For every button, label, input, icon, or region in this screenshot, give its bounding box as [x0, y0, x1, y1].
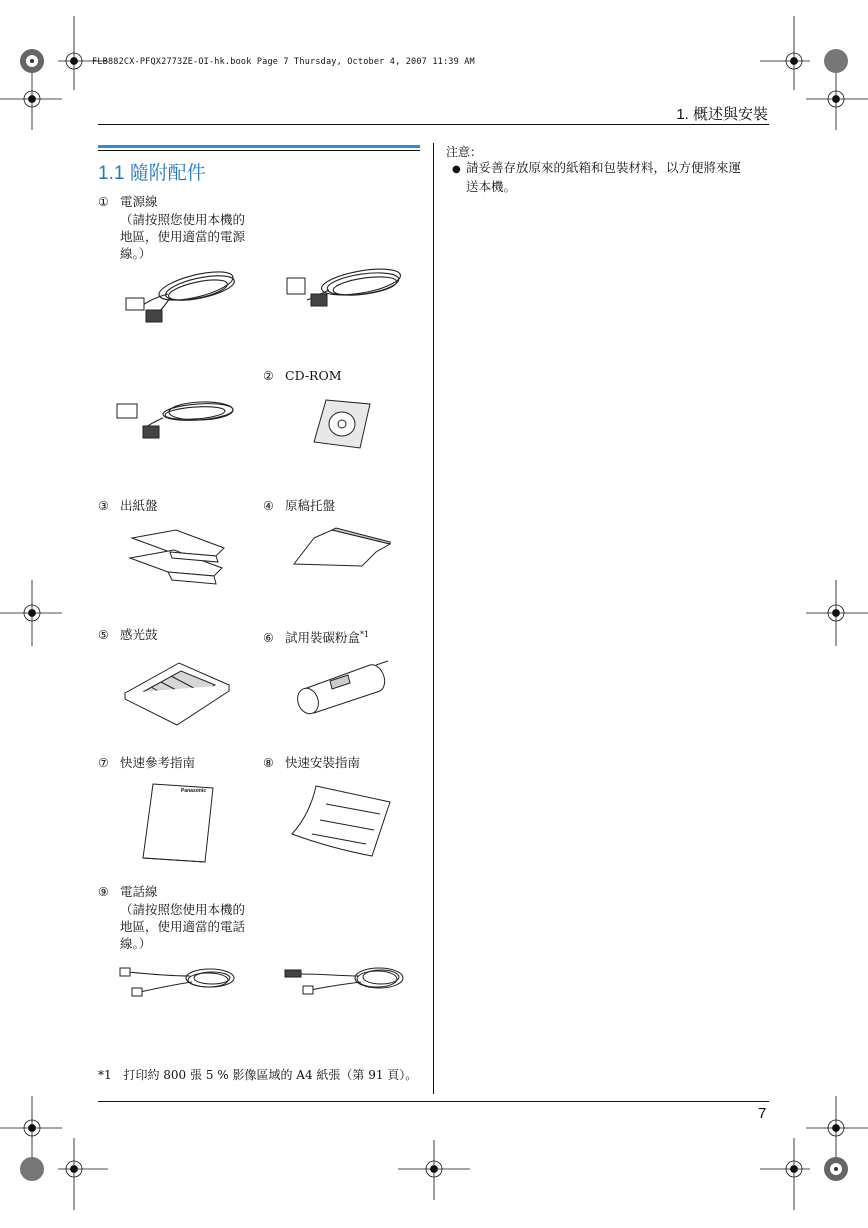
item-number: ④: [263, 499, 274, 513]
item-desc-line: （請按照您使用本機的: [120, 212, 246, 227]
power-cord-illustration-2: [283, 266, 408, 316]
quick-install-illustration: [290, 784, 394, 856]
section-bar: [98, 145, 420, 148]
footnote-text: 打印約 800 張 5 % 影像區域的 A4 紙張（第 91 頁）。: [123, 1068, 418, 1082]
power-cord-illustration-3: [113, 396, 238, 441]
item-label: CD-ROM: [285, 368, 342, 383]
item-telephone-cord: [98, 883, 245, 952]
telephone-cord-illustration-2: [283, 962, 407, 1000]
note-line: 請妥善存放原來的紙箱和包裝材料，以方便將來運: [466, 160, 742, 175]
book-header: FLB882CX-PFQX2773ZE-OI-hk.book Page 7 Thursday, October 4, 2007 11:39 AM: [92, 57, 475, 67]
note-line: 送本機。: [466, 179, 517, 194]
item-drum: [98, 626, 158, 644]
footer-rule: [98, 1101, 769, 1102]
item-number: ⑤: [98, 628, 109, 642]
chapter-title: 1. 概述與安裝: [676, 106, 768, 123]
note-heading: 注意：: [446, 145, 483, 159]
page-number: 7: [758, 1105, 767, 1122]
item-desc-line: 地區，使用適當的電話: [120, 919, 246, 934]
item-desc-line: （請按照您使用本機的: [120, 902, 246, 917]
item-quick-install: [263, 754, 360, 772]
footnote-ref: *1: [360, 630, 370, 639]
power-cord-illustration-1: [118, 268, 243, 328]
item-number: ②: [263, 369, 274, 383]
cd-rom-illustration: [312, 398, 372, 450]
guide-brand-logo: Panasonic: [181, 788, 207, 794]
paper-tray-illustration: [126, 528, 230, 588]
item-cd-rom: [263, 367, 342, 385]
toner-illustration: [290, 657, 392, 715]
footnote-mark: *1: [98, 1068, 112, 1082]
item-number: ③: [98, 499, 109, 513]
item-number: ①: [98, 195, 109, 209]
column-divider: [433, 143, 434, 1094]
item-label: 電話線: [120, 884, 158, 899]
note-bullet: [452, 159, 741, 195]
item-number: ⑦: [98, 756, 109, 770]
item-number: ⑧: [263, 756, 274, 770]
item-label: 出紙盤: [120, 498, 158, 513]
header-rule: [98, 124, 769, 125]
telephone-cord-illustration-1: [118, 964, 238, 1002]
item-label: 快速參考指南: [120, 755, 196, 770]
item-number: ⑨: [98, 885, 109, 899]
section-title: 1.1 隨附配件: [98, 163, 206, 184]
item-label: 電源線: [120, 194, 158, 209]
bullet-icon: ●: [452, 164, 461, 175]
item-label: 快速安裝指南: [285, 755, 361, 770]
section-thin-rule: [98, 150, 420, 151]
item-number: ⑥: [263, 631, 274, 646]
document-tray-illustration: [292, 528, 392, 570]
quick-reference-illustration: [141, 782, 215, 864]
item-label: 感光鼓: [120, 627, 158, 642]
item-document-tray: [263, 497, 335, 515]
item-desc-line: 地區，使用適當的電源: [120, 229, 246, 244]
footnote: [98, 1067, 417, 1084]
item-power-cord: [98, 193, 245, 262]
item-label: 原稿托盤: [285, 498, 336, 513]
drum-illustration: [121, 655, 233, 725]
item-toner: [263, 626, 369, 647]
item-desc-line: 線。）: [120, 246, 152, 261]
item-quick-reference: [98, 754, 195, 772]
item-label: 試用裝碳粉盒: [285, 630, 361, 646]
item-paper-tray: [98, 497, 158, 515]
item-desc-line: 線。）: [120, 936, 152, 951]
